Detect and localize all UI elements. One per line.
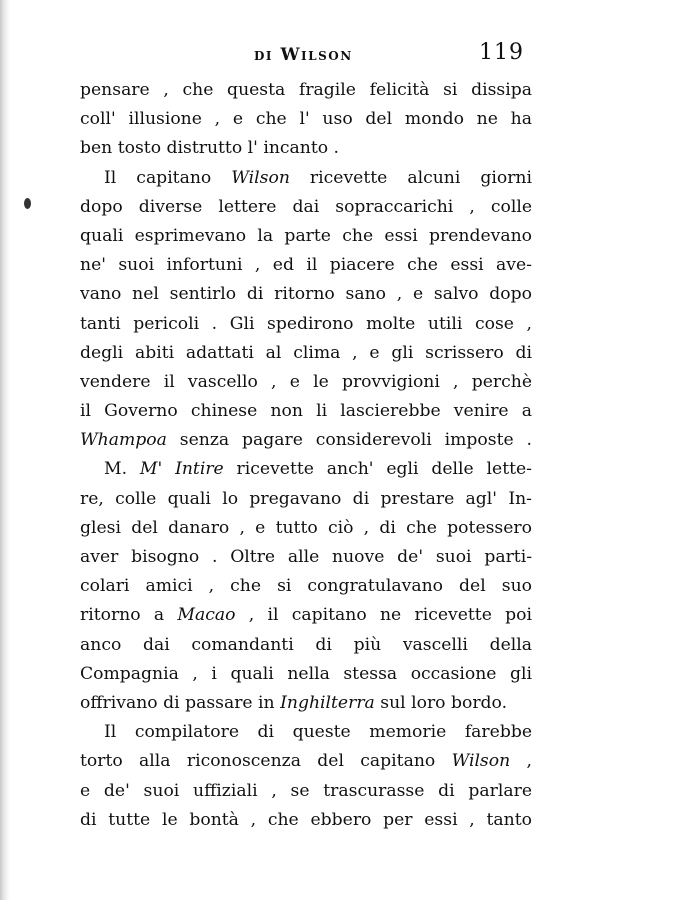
text-line: colari amici , che si congratulavano del suo: [80, 576, 532, 597]
text-line: vendere il vascello , e le provvigioni , perchè: [80, 371, 532, 392]
text-line: dopo diverse lettere dai sopraccarichi , colle: [80, 196, 532, 217]
italic-name: Wilson: [451, 751, 511, 772]
binding-gutter: [0, 0, 10, 900]
text-line: vano nel sentirlo di ritorno sano , e salvo dopo: [80, 284, 532, 305]
text-line: anco dai comandanti di più vascelli della: [80, 634, 532, 655]
text-line: quali esprimevano la parte che essi prendevano: [80, 225, 532, 246]
body-text: [80, 76, 532, 835]
text-line: di tutte le bontà , che ebbero per essi , tanto: [80, 809, 532, 830]
text-line: il Governo chinese non li lascierebbe venire a: [80, 401, 532, 422]
paragraph-start-line: Il compilatore di queste memorie farebbe: [104, 722, 532, 743]
running-title: di Wilson: [254, 45, 353, 65]
page-header: [82, 40, 532, 75]
paragraph-start-line: Il capitano Wilson ricevette alcuni giorni: [104, 167, 532, 188]
text-line: pensare , che questa fragile felicità si dissipa: [80, 80, 532, 100]
text-line: ritorno a Macao , il capitano ne ricevette poi: [80, 605, 532, 626]
paragraph-start-line: M. M' Intire ricevette anch' egli delle lette-: [104, 459, 532, 480]
italic-name: Wilson: [231, 167, 290, 188]
text-line: Whampoa senza pagare considerevoli imposte .: [80, 430, 532, 451]
text-line: Compagnia , i quali nella stessa occasione gli: [80, 663, 532, 684]
text-line: coll' illusione , e che l' uso del mondo ne ha: [80, 109, 532, 130]
text-line: e de' suoi uffiziali , se trascurasse di parlare: [80, 780, 532, 801]
text-line: glesi del danaro , e tutto ciò , di che potessero: [80, 517, 532, 538]
text-line: re, colle quali lo pregavano di prestare agl' In-: [80, 488, 532, 509]
italic-place-name: Macao: [177, 605, 236, 626]
italic-name: M' Intire: [139, 459, 224, 480]
text-line: offrivano di passare in Inghilterra sul loro bordo.: [80, 692, 508, 713]
text-line: torto alla riconoscenza del capitano Wilson ,: [80, 751, 532, 772]
page-number: 119: [479, 40, 524, 65]
text-line: tanti pericoli . Gli spedirono molte utili cose ,: [80, 313, 532, 334]
ink-speck: [24, 198, 31, 209]
text-line: aver bisogno . Oltre alle nuove de' suoi parti-: [80, 547, 532, 567]
text-line: ne' suoi infortuni , ed il piacere che essi ave-: [80, 255, 532, 276]
italic-place-name: Inghilterra: [280, 692, 375, 713]
text-line: ben tosto distrutto l' incanto .: [80, 138, 340, 159]
italic-place-name: Whampoa: [80, 430, 167, 451]
text-line: degli abiti adattati al clima , e gli scrissero di: [80, 342, 532, 363]
